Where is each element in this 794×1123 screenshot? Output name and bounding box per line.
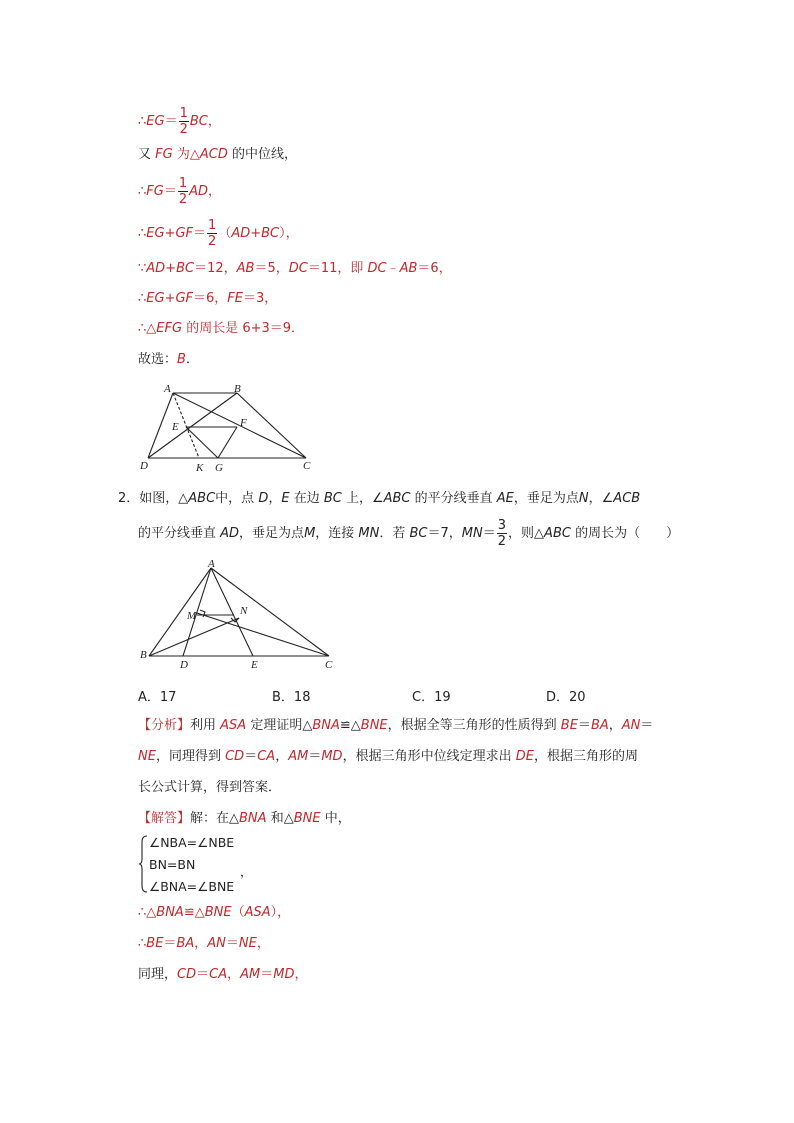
answer-tag: 【解答】 [138, 811, 191, 826]
fraction-one-half: $\frac{1}{2}$ [179, 106, 188, 137]
label-c: C [303, 460, 311, 472]
system-comma: ， [240, 864, 253, 879]
label-g: G [215, 462, 223, 474]
label-e: E [172, 421, 179, 433]
solution-line-sum: ∴EG+GF＝6，FE＝3， [138, 291, 278, 306]
question-2-line-1: 2．如图，△ABC中，点 D，E 在边 BC 上，∠ABC 的平分线垂直 AE，垂足为点N，∠ACB [118, 491, 641, 506]
answer-line-1: 【解答】解：在△BNA 和△BNE 中， [138, 811, 351, 826]
system-line-2: BN=BN [149, 857, 196, 872]
analysis-line-3: 长公式计算，得到答案． [138, 780, 282, 795]
solution-line-perimeter: ∴△EFG 的周长是 6+3＝9． [138, 321, 305, 336]
fraction-three-halves: $\frac{3}{2}$ [497, 518, 507, 549]
answer-line-equalities: ∴BE＝BA，AN＝NE， [138, 936, 270, 951]
triangle-figure [135, 558, 345, 674]
system-line-1: ∠NBA=∠NBE [149, 835, 235, 850]
answer-line-congruent: ∴△BNA≌△BNE（ASA）， [138, 905, 291, 920]
right-angle-mark-m [200, 610, 205, 617]
option-c[interactable]: C．19 [412, 690, 451, 705]
segment-ac [211, 568, 329, 656]
label-b: B [140, 649, 147, 661]
label-a: A [164, 383, 171, 395]
label-d: D [180, 659, 188, 671]
solution-line-given: ∵AD+BC＝12，AB＝5，DC＝11，即 DC﹣AB＝6， [138, 261, 452, 276]
label-k: K [196, 462, 204, 474]
question-2-line-2: 的平分线垂直 AD，垂足为点M，连接 MN．若 BC＝7，MN＝ $\frac{3}{2}$ ，则△ABC 的周长为（ ） [138, 518, 680, 549]
fraction-one-half: $\frac{1}{2}$ [208, 218, 217, 249]
analysis-tag: 【分析】 [138, 718, 191, 733]
analysis-line-1: 【分析】利用 ASA 定理证明△BNA≌△BNE，根据全等三角形的性质得到 BE＝BA，AN＝ [138, 718, 654, 733]
segment-eg [186, 427, 218, 458]
segment-fg [218, 427, 237, 458]
label-n: N [240, 605, 248, 617]
segment-cm [197, 613, 329, 656]
label-b: B [234, 383, 241, 395]
equation-system-brace [138, 835, 148, 893]
label-e: E [251, 659, 258, 671]
solution-line-fg-midline: 又 FG 为△ACD 的中位线， [138, 147, 297, 162]
solution-line-eg-gf: ∴EG+GF＝ $\frac{1}{2}$ （AD+BC）， [138, 218, 299, 249]
trapezoid-figure [130, 380, 330, 475]
analysis-line-2: NE，同理得到 CD＝CA，AM＝MD，根据三角形中位线定理求出 DE，根据三角形的周 [138, 749, 638, 764]
solution-line-eg: ∴EG＝ $\frac{1}{2}$ BC， [138, 106, 221, 137]
label-c: C [325, 659, 333, 671]
answer-line-similarly: 同理，CD＝CA，AM＝MD， [138, 967, 308, 982]
label-d: D [140, 460, 148, 472]
label-f: F [240, 417, 247, 429]
option-a[interactable]: A．17 [138, 690, 177, 705]
label-a: A [208, 558, 215, 570]
fraction-one-half: $\frac{1}{2}$ [178, 176, 188, 207]
option-b[interactable]: B．18 [272, 690, 311, 705]
answer-choice-line: 故选：B． [138, 352, 199, 367]
segment-bc [237, 393, 306, 458]
option-d[interactable]: D．20 [546, 690, 586, 705]
system-line-3: ∠BNA=∠BNE [149, 879, 235, 894]
solution-line-fg: ∴FG＝ $\frac{1}{2}$ AD， [138, 176, 222, 207]
label-m: M [187, 610, 197, 622]
